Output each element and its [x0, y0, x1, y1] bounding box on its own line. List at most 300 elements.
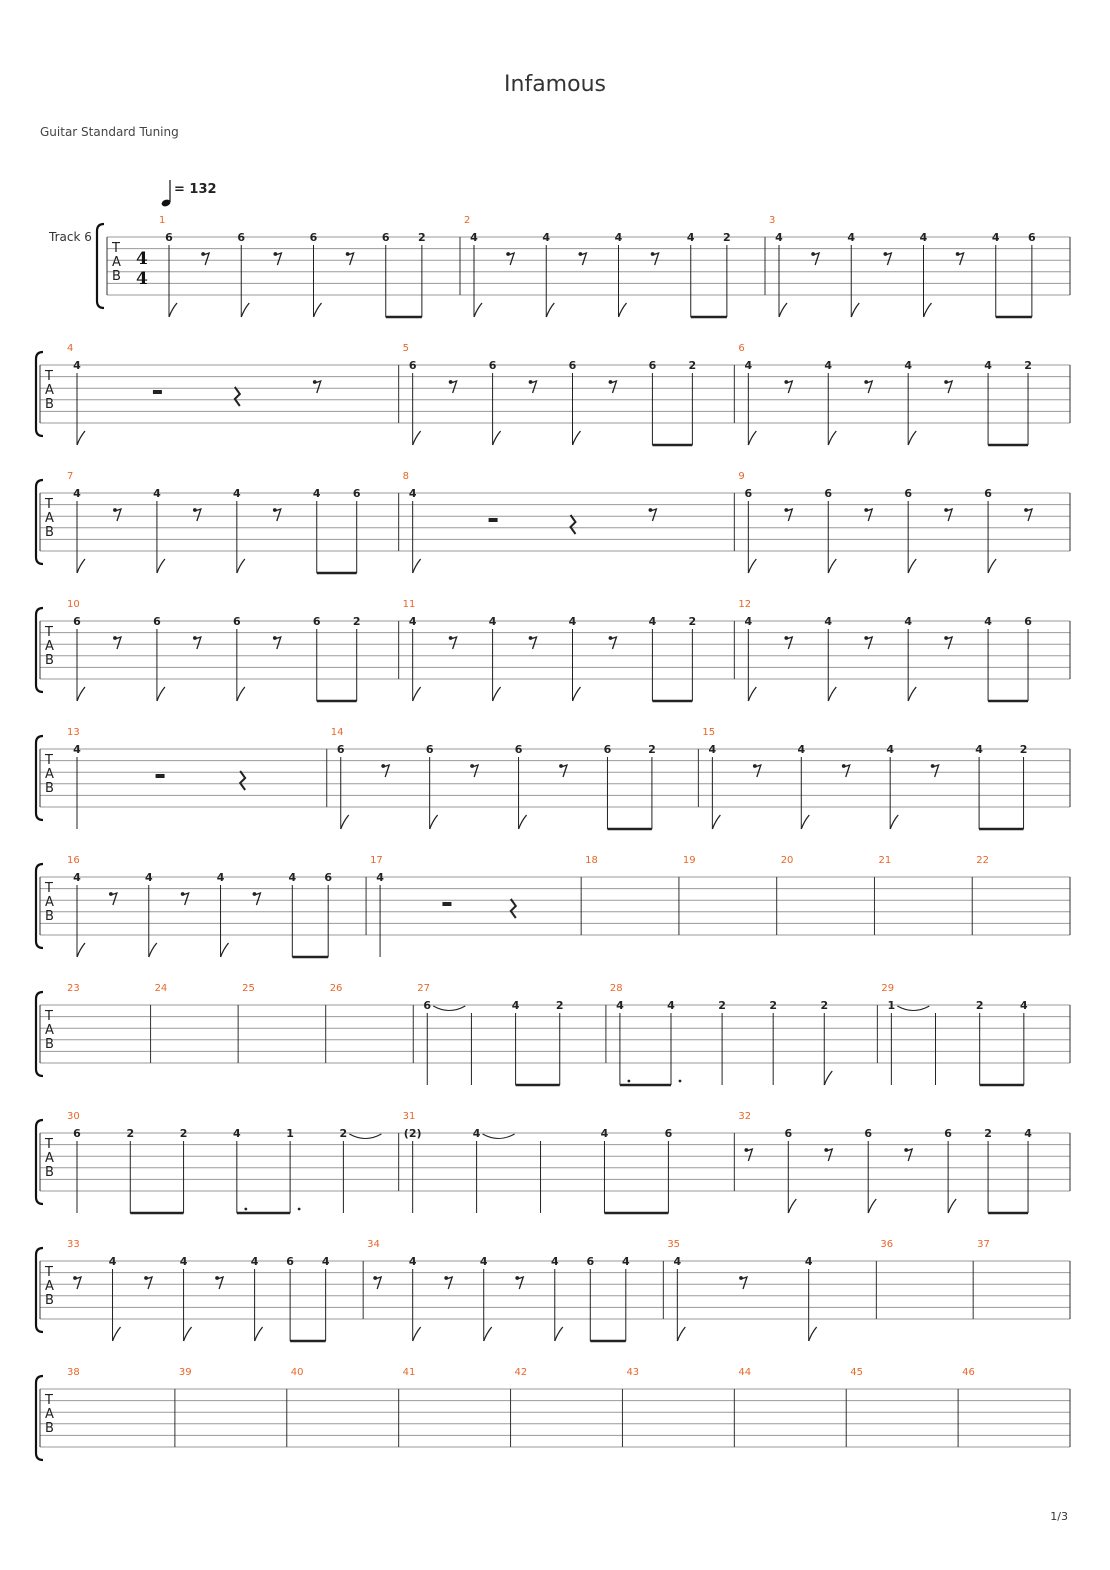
quarter-rest-icon	[511, 899, 516, 918]
dot	[628, 1080, 631, 1083]
fret-number: 4	[975, 743, 983, 756]
half-rest-icon	[442, 902, 451, 906]
measure-number: 1	[159, 215, 166, 226]
fret-number: 2	[984, 1127, 992, 1140]
eighth-flag	[493, 687, 501, 701]
fret-number: 4	[568, 615, 577, 628]
fret-number: 6	[153, 615, 161, 628]
measure-number: 38	[67, 1367, 80, 1378]
fret-number: 4	[472, 1127, 481, 1140]
tab-clef-letter: A	[45, 1407, 54, 1422]
eighth-flag	[748, 687, 756, 701]
system-bracket	[97, 224, 104, 308]
tab-clef-letter: T	[45, 1265, 53, 1280]
eighth-rest-icon	[275, 253, 281, 265]
tab-clef-letter: A	[45, 639, 54, 654]
measure	[738, 471, 1070, 573]
tab-clef-letter: B	[45, 397, 54, 412]
tab-clef	[44, 881, 54, 924]
eighth-rest-icon	[115, 637, 121, 649]
fret-number: 6	[944, 1127, 952, 1140]
fret-number: 6	[237, 231, 246, 244]
measure-number: 33	[67, 1239, 80, 1250]
fret-number: 6	[286, 1255, 294, 1268]
eighth-flag	[828, 431, 836, 445]
measure-number: 16	[67, 855, 80, 866]
tuning-label: Guitar Standard Tuning	[40, 125, 179, 139]
tie-arc	[349, 1134, 381, 1139]
tab-clef-letter: T	[45, 1009, 53, 1024]
fret-number: 2	[352, 615, 361, 628]
fret-number: 6	[664, 1127, 673, 1140]
eighth-rest-icon	[866, 637, 872, 649]
fret-number: 4	[408, 615, 417, 628]
tab-system	[36, 727, 1070, 829]
measure	[403, 599, 735, 701]
fret-number: 4	[1020, 999, 1028, 1012]
measure-number: 14	[330, 727, 344, 738]
tempo-marking	[161, 180, 217, 208]
fret-number: 4	[984, 615, 992, 628]
fret-number: 4	[250, 1255, 259, 1268]
fret-number: 1	[887, 999, 896, 1012]
fret-number: 4	[919, 231, 928, 244]
eighth-flag	[157, 559, 165, 573]
eighth-rest-icon	[111, 893, 117, 905]
dot	[298, 1208, 301, 1211]
measure	[738, 343, 1070, 445]
eighth-rest-icon	[254, 893, 260, 905]
fret-number: 2	[648, 743, 656, 756]
measure	[464, 215, 765, 317]
measure-number: 3	[769, 215, 776, 226]
eighth-rest-icon	[610, 637, 616, 649]
fret-number: 2	[418, 231, 426, 244]
eighth-flag	[413, 559, 421, 573]
measure	[67, 343, 399, 445]
eighth-flag	[809, 1327, 817, 1341]
fret-number: 4	[408, 487, 417, 500]
fret-number: (2)	[403, 1127, 422, 1140]
measure-number: 44	[738, 1367, 752, 1378]
fret-number: 6	[423, 999, 432, 1012]
fret-number: 4	[73, 743, 81, 756]
tab-system	[36, 1111, 1070, 1213]
eighth-rest-icon	[866, 381, 872, 393]
fret-number: 4	[600, 1127, 609, 1140]
fret-number: 4	[824, 615, 833, 628]
measure-number: 8	[402, 471, 410, 482]
fret-number: 4	[744, 615, 753, 628]
eighth-rest-icon	[115, 509, 121, 521]
tab-clef-letter: B	[45, 525, 54, 540]
fret-number: 4	[288, 871, 297, 884]
time-signature-numerator: 4	[136, 249, 148, 269]
fret-number: 4	[673, 1255, 682, 1268]
eighth-flag	[149, 943, 157, 957]
fret-number: 2	[179, 1127, 188, 1140]
fret-number: 2	[339, 1127, 348, 1140]
measure-number: 2	[464, 215, 471, 226]
measure-number: 43	[626, 1367, 640, 1378]
measure-number: 35	[667, 1239, 681, 1250]
measure-number: 15	[702, 727, 716, 738]
eighth-rest-icon	[451, 381, 457, 393]
fret-number: 4	[73, 871, 81, 884]
eighth-flag	[546, 303, 554, 317]
measure-number: 30	[67, 1111, 80, 1122]
eighth-rest-icon	[580, 253, 586, 265]
measure	[610, 983, 877, 1085]
eighth-rest-icon	[508, 253, 514, 265]
fret-number: 2	[718, 999, 726, 1012]
tab-system	[36, 471, 1070, 573]
half-rest-icon	[156, 774, 165, 778]
eighth-rest-icon	[75, 1277, 81, 1289]
score-title: Infamous	[504, 72, 606, 97]
eighth-rest-icon	[195, 509, 201, 521]
tab-clef-letter: B	[45, 1421, 54, 1436]
eighth-flag	[157, 687, 165, 701]
fret-number: 6	[603, 743, 612, 756]
fret-number: 4	[73, 487, 81, 500]
eighth-rest-icon	[946, 381, 952, 393]
fret-number: 4	[775, 231, 783, 244]
fret-number: 4	[408, 1255, 417, 1268]
fret-number: 2	[1024, 359, 1032, 372]
tab-clef-letter: B	[45, 909, 54, 924]
fret-number: 4	[479, 1255, 488, 1268]
eighth-flag	[924, 303, 932, 317]
fret-number: 4	[1024, 1127, 1032, 1140]
tab-clef-letter: B	[45, 1293, 54, 1308]
eighth-rest-icon	[275, 509, 281, 521]
time-signature-denominator: 4	[136, 269, 148, 289]
eighth-rest-icon	[531, 381, 537, 393]
measure-number: 41	[402, 1367, 416, 1378]
measure-number: 45	[850, 1367, 863, 1378]
fret-number: 6	[904, 487, 912, 500]
fret-number: 2	[820, 999, 829, 1012]
eighth-flag	[890, 815, 898, 829]
tab-clef	[44, 1009, 54, 1052]
eighth-rest-icon	[906, 1149, 912, 1161]
tab-system	[97, 215, 1070, 317]
eighth-rest-icon	[315, 381, 321, 393]
fret-number: 4	[804, 1255, 813, 1268]
measure-number: 17	[370, 855, 383, 866]
fret-number: 4	[847, 231, 856, 244]
dot	[679, 1080, 682, 1083]
measure-number: 42	[514, 1367, 528, 1378]
measure	[769, 215, 1070, 317]
track-name: Track 6	[49, 230, 92, 244]
fret-number: 6	[352, 487, 361, 500]
eighth-rest-icon	[446, 1277, 452, 1289]
tempo-label: = 132	[174, 182, 217, 197]
dot	[244, 1208, 247, 1211]
eighth-flag	[77, 431, 85, 445]
fret-number: 4	[744, 359, 753, 372]
measure-number: 4	[67, 343, 74, 354]
fret-number: 4	[488, 615, 497, 628]
measure-number: 19	[682, 855, 696, 866]
fret-number: 2	[688, 615, 697, 628]
fret-number: 6	[648, 359, 657, 372]
measure-number: 34	[367, 1239, 380, 1250]
eighth-flag	[77, 687, 85, 701]
eighth-flag	[484, 1327, 492, 1341]
fret-number: 4	[312, 487, 321, 500]
fret-number: 4	[708, 743, 717, 756]
tab-clef-letter: A	[45, 1023, 54, 1038]
tab-clef	[44, 1393, 54, 1436]
eighth-flag	[851, 303, 859, 317]
tab-clef-letter: B	[45, 781, 54, 796]
fret-number: 4	[542, 231, 551, 244]
measure-number: 37	[977, 1239, 990, 1250]
fret-number: 6	[309, 231, 318, 244]
tab-clef-letter: A	[45, 895, 54, 910]
eighth-flag	[908, 431, 916, 445]
eighth-rest-icon	[946, 637, 952, 649]
tab-clef-letter: T	[112, 241, 120, 256]
eighth-rest-icon	[653, 253, 659, 265]
fret-number: 4	[984, 359, 992, 372]
measure	[331, 727, 699, 829]
tab-clef-letter: T	[45, 1393, 53, 1408]
measure-number: 26	[329, 983, 343, 994]
measure-number: 31	[402, 1111, 416, 1122]
tab-system	[36, 599, 1070, 701]
tab-clef	[44, 369, 54, 412]
measure-number: 22	[976, 855, 989, 866]
fret-number: 4	[108, 1255, 117, 1268]
eighth-flag	[828, 687, 836, 701]
fret-number: 6	[488, 359, 497, 372]
tab-system	[36, 983, 1070, 1085]
eighth-rest-icon	[1026, 509, 1032, 521]
measure	[738, 1111, 1070, 1213]
fret-number: 4	[321, 1255, 330, 1268]
eighth-flag	[801, 815, 809, 829]
measure	[67, 471, 399, 573]
eighth-rest-icon	[203, 253, 209, 265]
measure-number: 6	[738, 343, 745, 354]
fret-number: 4	[614, 231, 623, 244]
measure	[881, 983, 1070, 1085]
eighth-rest-icon	[561, 765, 567, 777]
tab-clef-letter: B	[45, 1165, 54, 1180]
measure	[67, 599, 399, 701]
fret-number: 2	[723, 231, 731, 244]
fret-number: 4	[904, 359, 912, 372]
eighth-rest-icon	[472, 765, 478, 777]
eighth-rest-icon	[531, 637, 537, 649]
tab-clef-letter: B	[45, 653, 54, 668]
fret-number: 4	[376, 871, 384, 884]
eighth-flag	[77, 943, 85, 957]
measure-number: 46	[962, 1367, 975, 1378]
eighth-flag	[77, 559, 85, 573]
fret-number: 6	[568, 359, 577, 372]
fret-number: 4	[233, 1127, 241, 1140]
measure-number: 27	[417, 983, 430, 994]
eighth-flag	[712, 815, 720, 829]
eighth-flag	[748, 559, 756, 573]
eighth-flag	[677, 1327, 685, 1341]
tab-clef-letter: T	[45, 881, 53, 896]
measure	[403, 1111, 735, 1213]
tab-clef-letter: T	[45, 1137, 53, 1152]
eighth-rest-icon	[348, 253, 354, 265]
eighth-rest-icon	[183, 893, 189, 905]
eighth-rest-icon	[786, 381, 792, 393]
measure-number: 36	[880, 1239, 894, 1250]
fret-number: 4	[470, 231, 478, 244]
eighth-flag	[341, 815, 349, 829]
measure	[738, 599, 1070, 701]
eighth-flag	[824, 1071, 832, 1085]
eighth-flag	[184, 1327, 192, 1341]
measure	[667, 1239, 876, 1341]
tab-clef	[111, 241, 121, 284]
eighth-flag	[908, 559, 916, 573]
eighth-rest-icon	[375, 1277, 381, 1289]
fret-number: 4	[991, 231, 1000, 244]
fret-number: 2	[688, 359, 697, 372]
tie-arc	[483, 1134, 515, 1139]
fret-number: 4	[886, 743, 895, 756]
measure-number: 28	[609, 983, 623, 994]
eighth-flag	[555, 1327, 563, 1341]
eighth-rest-icon	[885, 253, 891, 265]
eighth-flag	[413, 1327, 421, 1341]
fret-number: 4	[233, 487, 241, 500]
tab-clef	[44, 1265, 54, 1308]
eighth-rest-icon	[195, 637, 201, 649]
page-number: 1/3	[1050, 1510, 1068, 1523]
measure	[403, 471, 735, 573]
eighth-flag	[948, 1199, 956, 1213]
measure-number: 25	[242, 983, 255, 994]
measure-number: 13	[67, 727, 80, 738]
eighth-rest-icon	[946, 509, 952, 521]
fret-number: 6	[165, 231, 173, 244]
measure	[67, 1111, 399, 1213]
eighth-rest-icon	[275, 637, 281, 649]
fret-number: 6	[984, 487, 992, 500]
eighth-rest-icon	[755, 765, 761, 777]
tab-clef-letter: T	[45, 625, 53, 640]
eighth-flag	[493, 431, 501, 445]
half-rest-icon	[153, 390, 162, 394]
fret-number: 4	[904, 615, 912, 628]
measure	[702, 727, 1070, 829]
tab-clef	[44, 497, 54, 540]
fret-number: 2	[126, 1127, 135, 1140]
fret-number: 4	[824, 359, 833, 372]
fret-number: 2	[975, 999, 984, 1012]
fret-number: 6	[324, 871, 333, 884]
measure-number: 7	[67, 471, 74, 482]
fret-number: 6	[233, 615, 241, 628]
measure-number: 11	[402, 599, 416, 610]
fret-number: 4	[621, 1255, 630, 1268]
eighth-rest-icon	[451, 637, 457, 649]
eighth-flag	[169, 303, 177, 317]
fret-number: 6	[73, 615, 81, 628]
tab-clef-letter: A	[45, 1151, 54, 1166]
fret-number: 4	[179, 1255, 188, 1268]
fret-number: 6	[514, 743, 523, 756]
fret-number: 4	[686, 231, 695, 244]
fret-number: 6	[1024, 615, 1032, 628]
tab-clef-letter: A	[45, 1279, 54, 1294]
tab-clef-letter: A	[45, 767, 54, 782]
measure-number: 23	[67, 983, 80, 994]
fret-number: 6	[784, 1127, 793, 1140]
quarter-rest-icon	[240, 771, 245, 790]
tab-clef	[44, 1137, 54, 1180]
fret-number: 6	[381, 231, 390, 244]
eighth-flag	[314, 303, 322, 317]
tab-clef-letter: T	[45, 497, 53, 512]
eighth-flag	[748, 431, 756, 445]
measure	[403, 343, 735, 445]
eighth-rest-icon	[813, 253, 819, 265]
fret-number: 4	[144, 871, 153, 884]
eighth-flag	[221, 943, 229, 957]
tab-system	[36, 343, 1070, 445]
half-rest-icon	[489, 518, 498, 522]
eighth-rest-icon	[866, 509, 872, 521]
fret-number: 4	[550, 1255, 559, 1268]
measure	[370, 855, 581, 957]
tab-system	[36, 1239, 1070, 1341]
eighth-rest-icon	[650, 509, 656, 521]
fret-number: 6	[824, 487, 833, 500]
fret-number: 2	[1019, 743, 1028, 756]
eighth-flag	[255, 1327, 263, 1341]
fret-number: 6	[336, 743, 345, 756]
fret-number: 6	[73, 1127, 81, 1140]
tie-arc	[897, 1006, 929, 1011]
eighth-rest-icon	[786, 509, 792, 521]
fret-number: 4	[153, 487, 161, 500]
measure-number: 24	[154, 983, 168, 994]
fret-number: 2	[555, 999, 564, 1012]
measure-number: 40	[290, 1367, 304, 1378]
tab-clef-letter: A	[45, 383, 54, 398]
measure-number: 5	[402, 343, 410, 354]
fret-number: 4	[73, 359, 81, 372]
fret-number: 4	[511, 999, 520, 1012]
measure-number: 39	[178, 1367, 192, 1378]
eighth-rest-icon	[383, 765, 389, 777]
quarter-rest-icon	[235, 387, 240, 406]
eighth-flag	[430, 815, 438, 829]
tab-system	[36, 1367, 1070, 1460]
fret-number: 2	[769, 999, 778, 1012]
eighth-flag	[113, 1327, 121, 1341]
fret-number: 6	[312, 615, 321, 628]
tab-clef	[44, 753, 54, 796]
eighth-flag	[988, 559, 996, 573]
eighth-flag	[788, 1199, 796, 1213]
eighth-rest-icon	[741, 1277, 747, 1289]
fret-number: 6	[744, 487, 753, 500]
